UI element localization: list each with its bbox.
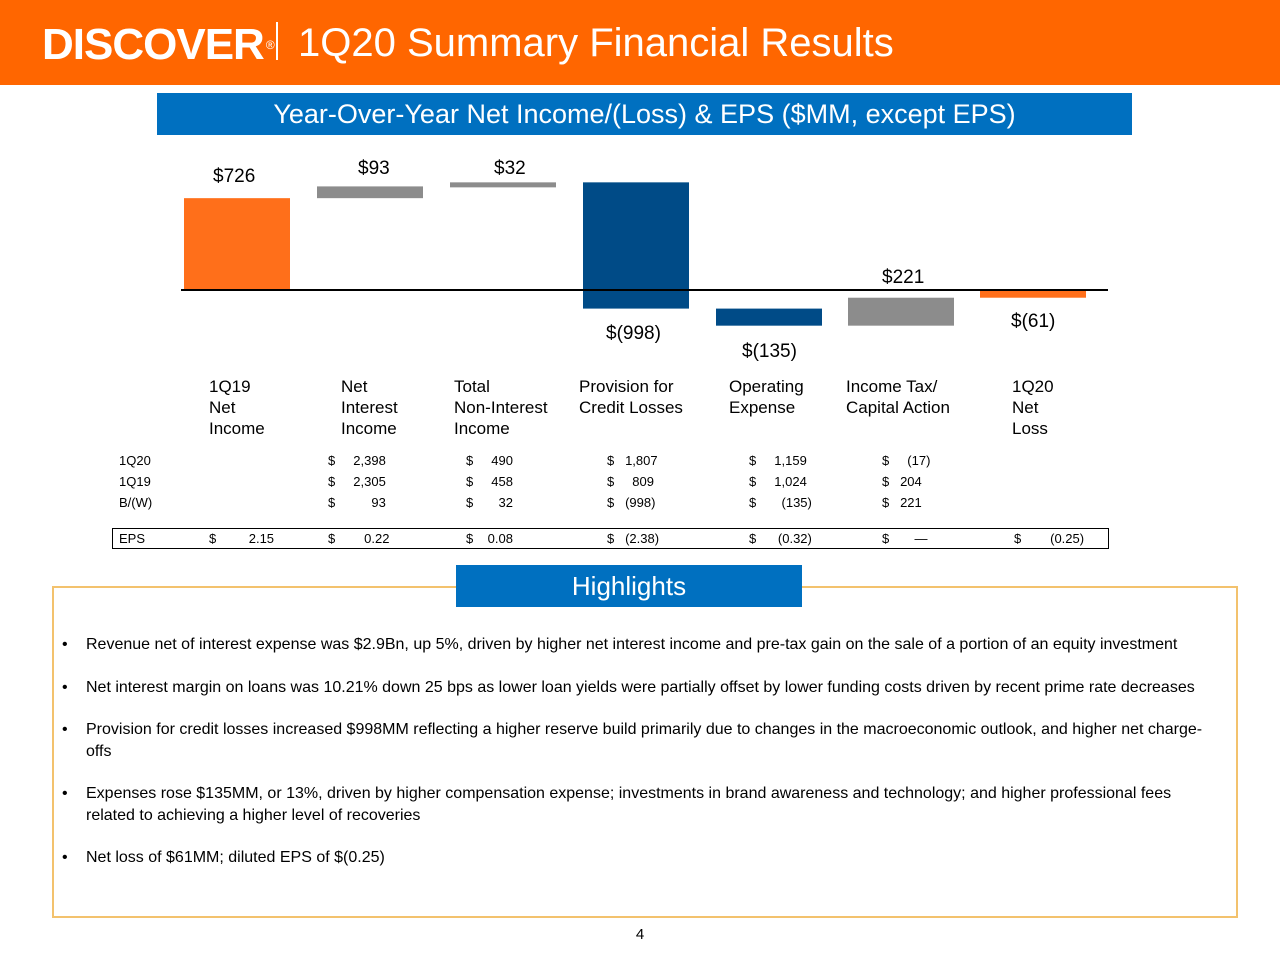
chart-title-banner: Year-Over-Year Net Income/(Loss) & EPS ($MM, except EPS) [157,93,1132,135]
table-cell: $ (17) [882,453,931,468]
category-label-2: Net Interest Income [341,377,398,438]
eps-cell: $ 0.08 [466,531,513,546]
table-cell: $ (135) [749,495,812,510]
logo-registered-mark: ® [265,38,274,52]
value-label-6: $221 [882,267,925,288]
table-cell: $ 204 [882,474,922,489]
eps-cell: $ (0.32) [749,531,812,546]
value-label-7: $(61) [1011,311,1056,332]
highlight-text: Expenses rose $135MM, or 13%, driven by higher compensation expense; investments in brand awareness and technology; and higher professional fees related to achieving a higher level of recoveries [86,785,1172,824]
highlight-item [62,634,1222,656]
bullet-icon: • [62,678,68,696]
highlight-item [62,783,1222,826]
value-label-5: $(135) [742,341,797,362]
table-cell: $ 458 [466,474,513,489]
table-cell: $ 2,398 [328,453,386,468]
page-number: 4 [635,926,645,943]
highlight-text: Provision for credit losses increased $998MM reflecting a higher reserve build primarily due to changes in the macroeconomic outlook, and higher net charge-offs [86,721,1203,760]
table-cell: $ (998) [607,495,656,510]
value-label-3: $32 [494,158,526,179]
category-label-7: 1Q20 Net Loss [1012,377,1054,438]
table-cell: $ 93 [328,495,386,510]
bar-3 [450,182,556,187]
table-cell: $ 221 [882,495,922,510]
category-label-4: Provision for Credit Losses [579,377,683,417]
eps-row-box [112,528,1109,549]
bullet-icon: • [62,785,68,802]
bullet-icon: • [62,849,68,866]
value-label-4: $(998) [606,323,661,344]
eps-cell: $ 0.22 [328,531,390,546]
bullet-icon: • [62,721,68,738]
value-label-2: $93 [358,158,390,179]
table-cell: $ 1,807 [607,453,658,468]
highlight-text: Net loss of $61MM; diluted EPS of $(0.25) [86,849,385,866]
category-label-1: 1Q19 Net Income [209,377,265,438]
table-row-label: B/(W) [119,495,153,510]
highlights-list [62,634,1222,890]
table-cell: $ 2,305 [328,474,386,489]
highlight-item [62,719,1222,762]
eps-cell: $ (0.25) [1014,531,1085,546]
eps-cell: $ 2.15 [209,531,275,546]
value-label-1: $726 [213,166,256,187]
bullet-icon: • [62,636,68,653]
table-cell: $ 809 [607,474,654,489]
table-row-label: 1Q19 [119,474,151,489]
category-label-3: Total Non-Interest Income [454,377,548,438]
page-title: 1Q20 Summary Financial Results [298,21,894,65]
table-cell: $ 32 [466,495,513,510]
table-row-label: 1Q20 [119,453,151,468]
eps-cell: $ — [882,531,928,546]
table-cell: $ 490 [466,453,513,468]
bar-6 [848,298,954,326]
bar-7 [980,290,1086,298]
table-cell: $ 1,024 [749,474,807,489]
table-cell: $ 1,159 [749,453,807,468]
logo-text: DISCOVER [42,20,264,69]
bar-2 [317,186,423,198]
highlight-text: Net interest margin on loans was 10.21% down 25 bps as lower loan yields were partially offset by lower funding costs driven by recent prime rate decreases [86,678,1195,696]
bar-1 [184,198,290,290]
bar-5 [716,309,822,326]
category-label-6: Income Tax/ Capital Action [846,377,950,417]
highlight-text: Revenue net of interest expense was $2.9Bn, up 5%, driven by higher net interest income and pre-tax gain on the sale of a portion of an equity investment [86,636,1178,653]
category-label-5: Operating Expense [729,377,804,417]
highlights-title: Highlights [456,565,802,607]
eps-label: EPS [119,531,146,546]
highlight-item [62,847,1222,869]
eps-cell: $ (2.38) [607,531,660,546]
highlight-item [62,677,1222,699]
